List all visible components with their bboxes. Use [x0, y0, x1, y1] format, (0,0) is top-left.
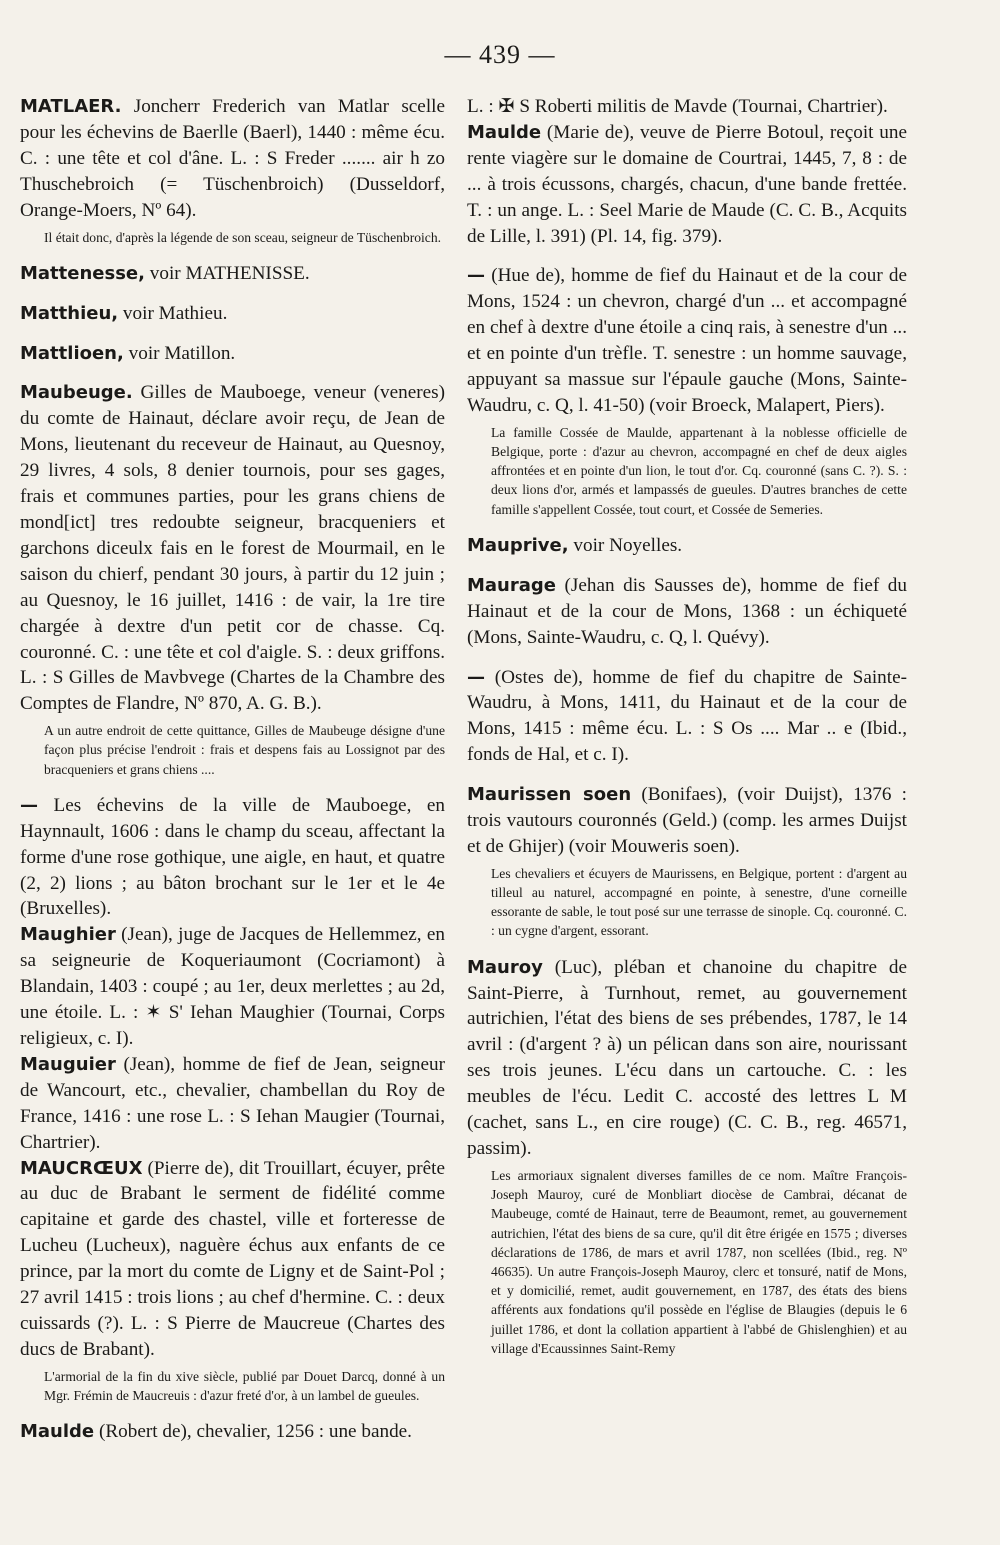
entry-maubeuge [20, 380, 445, 717]
entry-maulde-robert [20, 1419, 445, 1445]
entry-maughier [20, 922, 445, 1052]
entry-head: MATLAER. [20, 96, 122, 117]
entry-text: Les échevins de la ville de Mauboege, en Haynnault, 1606 : dans le champ du sceau, affectant la forme d'une rose gothique, une aigle, en haut, et quatre (2, 2) lions ; au bâton brochant sur le 1er et le 4e (Bruxelles). [20, 794, 445, 920]
entry-text: L. : ✠ S Roberti militis de Mavde (Tournai, Chartrier). [467, 96, 888, 117]
entry-head: Maulde [467, 121, 542, 143]
note-cossee: La famille Cossée de Maulde, appartenant à la noblesse officielle de Belgique, porte : d'azur au chevron, accompagné en chef de deux aigles affrontées et en pointe d'un lion, le tout d'or. Cq. couronné (sans C. ?). S. : deux lions d'or, armés et lampassés de gueules. D'autres branches de cette famille s'appellent Cossée, tout court, et Cossée de Semeries. [491, 424, 907, 517]
entry-text: (Marie de), veuve de Pierre Botoul, reçoit une rente viagère sur le domaine de Courtrai, 1445, 7, 8 : de ... à trois écussons, chargés, chacun, d'une bande frettée. T. : un ange. L. : Seel Marie de Maude (C. C. B., Acquits de Lille, l. 391) (Pl. 14, fig. 379). [467, 121, 907, 247]
entry-text: voir Mathieu. [122, 302, 228, 324]
entry-head: MAUCRŒUX [20, 1157, 143, 1179]
note-maurissens: Les chevaliers et écuyers de Maurissens, en Belgique, portent : d'argent au tilleul au naturel, accompagné en pointe, à senestre, d'une corneille essorante de sable, le tout posé sur une terrasse de sinople. Cq. couronné. C. : un cygne d'argent, essorant. [491, 865, 907, 939]
entry-mattenesse [20, 261, 445, 287]
entry-text: voir Noyelles. [573, 534, 683, 556]
entry-text: voir Matillon. [128, 342, 236, 364]
entry-echevins-mauboege [20, 793, 445, 923]
note-maubeuge: A un autre endroit de cette quittance, Gilles de Maubeuge désigne d'une façon plus précise l'endroit : frais et despens fais au Lossignot par des bracqueniers et grans chiens .... [44, 723, 445, 777]
entry-matthieu [20, 301, 445, 327]
entry-text: (Jean), homme de fief de Jean, seigneur de Wancourt, etc., chevalier, chambellan du Roy de France, 1416 : une rose L. : S Iehan Maugier (Tournai, Chartrier). [20, 1053, 446, 1153]
entry-text: (Hue de), homme de fief du Hainaut et de la cour de Mons, 1524 : un chevron, chargé d'un ... et accompagné en chef à dextre d'une étoile a cinq rais, à senestre d'un ... et en pointe d'un trèfle. T. senestre : un homme sauvage, appuyant sa massue sur l'épaule gauche (Mons, Sainte-Waudru, c. Q, l. 41-50) (voir Broeck, Malapert, Piers). [467, 265, 907, 416]
entry-maurage [467, 573, 907, 651]
entry-maulde-legend [467, 94, 907, 120]
entry-text: (Luc), pléban et chanoine du chapitre de Saint-Pierre, à Turnhout, remet, au gouvernement autrichien, l'état des biens de ses prébendes, 1787, le 14 avril : (d'argent ? à) un pélican dans son aire, nourissant ses trois jeunes. L'écu dans un cartouche. C. : les meubles de l'écu. Ledit C. accosté des lettres L M (cachet, sans L., en cire rouge) (C. C. B., reg. 46571, passim). [467, 956, 907, 1160]
entry-head: Maurissen soen [467, 784, 632, 806]
entry-mauprive [467, 533, 907, 559]
entry-maurissen-soen [467, 782, 907, 860]
note-mauroy: Les armoriaux signalent diverses familles de ce nom. Maître François-Joseph Mauroy, curé de Monbliart diocèse de Cambrai, décanat de Maubeuge, comté de Hainaut, terre de Beaumont, remet, au gouvernement autrichien, l'état des biens de sa cure, qu'il dit être érigée en 1575 ; diverses déclarations de 1786, de mars et avril 1787, non scellées (Ibid., reg. Nº 46635). Un autre François-Joseph Mauroy, clerc et tonsuré, natif de Mons, et y domicilié, remet, audit gouvernement, en 1787, des états des biens afférents aux fondations qu'il possède en l'église de Blaugies (depuis le 6 juillet 1786, et dont la collation appartient à l'abbé de Ghislenghien) et au village d'Ecaussinnes Saint-Remy [491, 1167, 907, 1356]
entry-head: Maurage [467, 574, 556, 596]
entry-head: — [20, 794, 38, 816]
entry-head: Mattlioen, [20, 342, 124, 364]
right-column [467, 94, 907, 1358]
entry-maulde-marie [467, 120, 907, 250]
entry-text: voir MATHENISSE. [149, 262, 310, 284]
entry-head: Matthieu, [20, 302, 119, 324]
entry-head: — [467, 666, 485, 688]
entry-head: Mattenesse, [20, 262, 145, 284]
entry-text: (Ostes de), homme de fief du chapitre de Sainte-Waudru, à Mons, 1411, du Hainaut et de la cour de Mons, 1415 : même écu. L. : S Os .... Mar .. e (Ibid., fonds de Hal, et c. I). [467, 666, 907, 766]
entry-text: (Pierre de), dit Trouillart, écuyer, prête au duc de Brabant le serment de fidélité comme capitaine et garde des chastel, ville et forteresse de Lucheu (Lucheux), naguère échus aux enfants de ce prince, par la mort du comte de Ligny et de Saint-Pol ; 27 avril 1415 : trois lions ; au chef d'hermine. C. : deux cuissards (?). L. : S Pierre de Maucreue (Chartes des ducs de Brabant). [20, 1157, 446, 1360]
entry-text: (Jean), juge de Jacques de Hellemmez, en sa seigneurie de Koqueriaumont (Cocriamont) à Blandain, 1403 : coupé ; au 1er, deux merlettes ; au 2d, une étoile. L. : ✶ S' Iehan Maughier (Tournai, Corps religieux, c. I). [20, 924, 446, 1049]
entry-mattlioen [20, 341, 445, 367]
entry-ostes-de-maurage [467, 665, 907, 769]
entry-hue-de-maulde [467, 263, 907, 418]
entry-mauroy [467, 955, 907, 1162]
entry-head: Mauprive, [467, 534, 569, 556]
entry-head: Maulde [20, 1421, 95, 1443]
entry-head: Maughier [20, 924, 116, 946]
entry-head: Mauroy [467, 956, 543, 978]
entry-text: (Robert de), chevalier, 1256 : une bande. [98, 1421, 412, 1443]
left-column [20, 94, 445, 1445]
entry-mauguier [20, 1052, 445, 1156]
entry-text: (Bonifaes), (voir Duijst), 1376 : trois vautours couronnés (Geld.) (comp. les armes Duijst et de Ghijer) (voir Mouweris soen). [467, 784, 907, 857]
entry-text: Gilles de Mauboege, veneur (veneres) du comte de Hainaut, déclare avoir reçu, de Jean de Mons, lieutenant du receveur de Hainaut, au Quesnoy, 29 livres, 4 sols, 8 denier tournois, pour ses gages, frais et communes parties, pour les grans chiens de mond[ict] tres redoubte seigneur, bracqueniers et garchons diceulx fais en le forest de Mourmail, en le saison du chierf, pendant 30 jours, à partir du 12 juin ; au Quesnoy, le 16 juillet, 1416 : de vair, la 1re tire chargée à dextre d'un petit cor de chasse. Cq. couronné. C. : une tête et col d'aigle. S. : deux griffons. L. : S Gilles de Mavbvege (Chartes de la Chambre des Comptes de Flandre, Nº 870, A. G. B.). [20, 382, 445, 715]
entry-head: Maubeuge. [20, 382, 133, 404]
entry-head: Mauguier [20, 1053, 116, 1075]
entry-text: (Jehan dis Sausses de), homme de fief du Hainaut et de la cour de Mons, 1368 : un échiqueté (Mons, Sainte-Waudru, c. Q, l. Quévy). [467, 574, 907, 648]
note-tuschenbroich: Il était donc, d'après la légende de son sceau, seigneur de Tüschenbroich. [44, 229, 442, 245]
entry-text: Joncherr Frederich van Matlar scelle pour les échevins de Baerlle (Baerl), 1440 : même écu. C. : une tête et col d'âne. L. : S Freder ....... air h zo Thuschebroich (= Tüschenbroich) (Dusseldorf, Orange-Moers, Nº 64). [20, 96, 446, 221]
entry-head: — [467, 265, 485, 287]
page-number: — 439 — [444, 40, 556, 69]
note-armorial: L'armorial de la fin du xive siècle, publié par Douet Darcq, donné à un Mgr. Frémin de Maucreuis : d'azur freté d'or, à un lambel de gueules. [44, 1368, 445, 1403]
entry-maucroeux [20, 1156, 445, 1363]
entry-matlaer [20, 94, 445, 224]
